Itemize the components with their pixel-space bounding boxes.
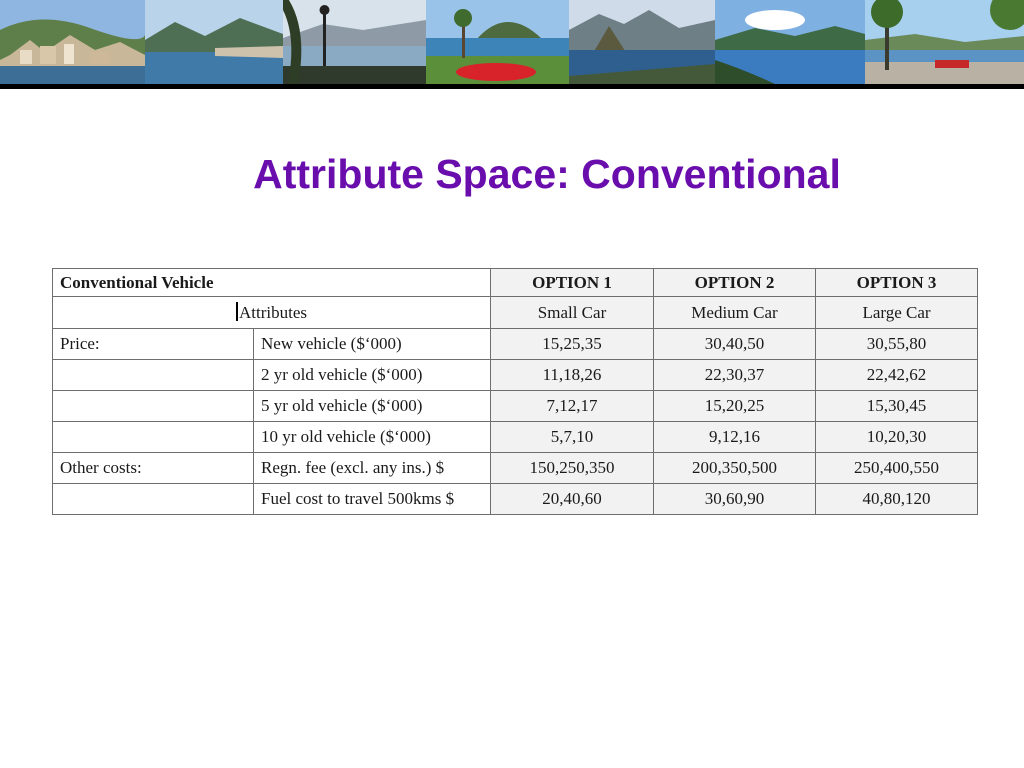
row-group-cell: Price: [53, 329, 254, 360]
attributes-label-cell [53, 297, 491, 329]
row-group-cell [53, 360, 254, 391]
option-2-value: 30,40,50 [654, 329, 816, 360]
option-2-header: OPTION 2 [654, 269, 816, 297]
row-attribute-cell: 10 yr old vehicle ($‘000) [254, 422, 491, 453]
row-attribute-cell: Regn. fee (excl. any ins.) $ [254, 453, 491, 484]
hilltop-village-photo [0, 0, 145, 84]
row-attribute-cell: 5 yr old vehicle ($‘000) [254, 391, 491, 422]
lakeside-town-photo [145, 0, 283, 84]
row-attribute-cell: New vehicle ($‘000) [254, 329, 491, 360]
option-3-value: 22,42,62 [816, 360, 978, 391]
option-2-value: 9,12,16 [654, 422, 816, 453]
row-group-cell: Other costs: [53, 453, 254, 484]
option-2-value: 30,60,90 [654, 484, 816, 515]
option-3-value: 40,80,120 [816, 484, 978, 515]
option-3-value: 15,30,45 [816, 391, 978, 422]
table-title-cell: Conventional Vehicle [53, 269, 491, 297]
text-cursor [236, 302, 238, 321]
mountain-lake-photo [569, 0, 715, 84]
lake-promenade-photo [283, 0, 426, 84]
option-1-value: 5,7,10 [491, 422, 654, 453]
slide-title: Attribute Space: Conventional [253, 151, 841, 197]
option-1-value: 11,18,26 [491, 360, 654, 391]
option-2-value: 15,20,25 [654, 391, 816, 422]
row-attribute-cell: 2 yr old vehicle ($‘000) [254, 360, 491, 391]
table-row [53, 453, 978, 484]
row-group-cell [53, 391, 254, 422]
option-3-value: 250,400,550 [816, 453, 978, 484]
option-3-header: OPTION 3 [816, 269, 978, 297]
option-2-value: 22,30,37 [654, 360, 816, 391]
lake-valley-photo [715, 0, 865, 84]
option-3-value: 30,55,80 [816, 329, 978, 360]
table-header-row [53, 269, 978, 297]
row-attribute-cell: Fuel cost to travel 500kms $ [254, 484, 491, 515]
table-row [53, 329, 978, 360]
option-2-label: Medium Car [654, 297, 816, 329]
option-3-value: 10,20,30 [816, 422, 978, 453]
table-row [53, 484, 978, 515]
option-1-label: Small Car [491, 297, 654, 329]
option-1-header: OPTION 1 [491, 269, 654, 297]
lakeside-garden-photo [426, 0, 569, 84]
table-row [53, 422, 978, 453]
option-1-value: 150,250,350 [491, 453, 654, 484]
attribute-table [52, 268, 978, 515]
option-1-value: 7,12,17 [491, 391, 654, 422]
table-row [53, 391, 978, 422]
photo-banner [0, 0, 1024, 84]
attributes-label: Attributes [239, 303, 307, 322]
option-2-value: 200,350,500 [654, 453, 816, 484]
option-1-value: 15,25,35 [491, 329, 654, 360]
banner-divider [0, 84, 1024, 89]
table-row [53, 360, 978, 391]
table-attributes-row [53, 297, 978, 329]
row-group-cell [53, 422, 254, 453]
row-group-cell [53, 484, 254, 515]
option-3-label: Large Car [816, 297, 978, 329]
option-1-value: 20,40,60 [491, 484, 654, 515]
promenade-bench-photo [865, 0, 1024, 84]
